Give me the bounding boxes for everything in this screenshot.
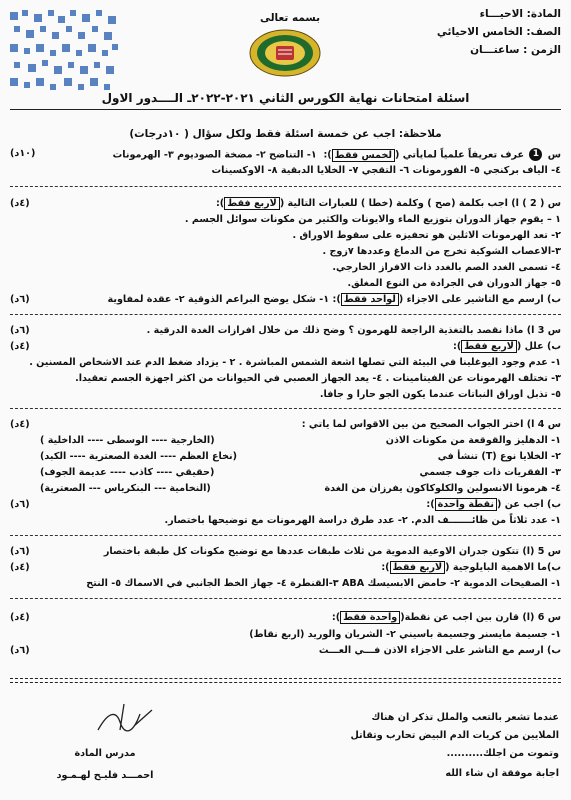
q1-number: 1 [529, 148, 542, 161]
time-line: الزمن : ساعتـــان [470, 44, 561, 56]
q3-item-1: ١- عدم وجود اليوغلينا في البيئة التي تصلها اشعة الشمس المباشرة . ٢ - يزداد ضغط الدم عند الاشخاص المسنين . [29, 357, 561, 368]
q3-divider [10, 408, 561, 409]
q5a-marks: (٦د) [10, 546, 30, 557]
q5b-marks: (٤د) [10, 562, 30, 573]
q5b-boxed: لاربع فقط [390, 561, 446, 574]
note-text: اجب عن خمسة اسئلة فقط ولكل سؤال ( ١٠درجات) [129, 128, 396, 140]
signature [90, 700, 160, 740]
q4-item-1-q: ١- الدهليز والقوقعة من مكونات الاذن [385, 435, 561, 446]
q4-item-1 [10, 435, 561, 447]
basmala: بسمه تعالى [259, 12, 321, 24]
q6b-text: ب) ارسم مع التاشر على الاجزاء الاذن فـــي العـــث [318, 645, 561, 656]
q4-item-2 [10, 451, 561, 463]
q4-item-2-opts: (نخاع العظم ---- الغدة الصعترية ---- الكبد) [40, 451, 238, 462]
q4-item-3-opts: (حقيقي ---- كاذب ---- عديمة الجوف) [40, 467, 215, 478]
q4-item-4 [10, 483, 561, 495]
q4-item-4-q: ٤- هرمونا الانسولين والكلوكاكون يفرزان من الغدة [324, 483, 561, 494]
q6b-marks: (٦د) [10, 645, 30, 656]
q3b-text: ب) علل ( [516, 341, 561, 352]
q2a-stem-text: س ( 2 ) ا) اجب بكلمة (صح ) وكلمة (خطا ) للعبارات التالية ( [279, 198, 561, 209]
note-label: ملاحظة: [398, 128, 442, 140]
qr-code-watermark [6, 6, 124, 102]
q6a-marks: (٤د) [10, 612, 30, 623]
q1-items-b: ٤- الياف بركنجي ٥- الفورمونات ٦- التقجي ٧- الخلايا الدبقية ٨- الاوكسينات [211, 165, 561, 176]
q2b-marks: (٦د) [10, 294, 30, 305]
q4b-marks: (٦د) [10, 499, 30, 510]
q3-item-3: ٥- تذبل اوراق النباتات عندما يكون الجو حارا و جافا. [319, 389, 561, 400]
q4a-line [10, 419, 561, 431]
q5b-line [10, 562, 561, 574]
q3a-text: س 3 ا) ماذا نقصد بالتغذية الراجعة للهرمون ؟ وضح ذلك من خلال افرازات الغدة الدرقية . [146, 325, 561, 336]
q2-item-5: ٥- جهاز الدوران في الجرادة من النوع المغلق. [347, 278, 561, 289]
q6a-boxed: واحدة فقط [340, 611, 400, 624]
q2b-boxed: لواحد فقط [341, 293, 399, 306]
poem-line-1: عندما تشعر بالتعب والملل تذكر ان هناك [371, 712, 559, 723]
q2a-stem-end: ): [215, 198, 225, 209]
q5a-line [10, 546, 561, 558]
subject-line: المادة: الاحيـــاء [479, 8, 561, 20]
q3-item-2: ٣- تختلف الهرمونات عن الفيتامينات . ٤- يعد الجهاز العصبي في الحيوانات من اكثر اجهزة الجسم تعقيدا. [75, 373, 561, 384]
q2-item-2: ٢- تعد الهرمونات الاثلين هو تحفيزه على سقوط الاوراق . [292, 230, 561, 241]
q1-stem-text: عرف تعريفاً علمياً لمايأتي ( [394, 149, 525, 161]
poem-line-2: الملايين من كريات الدم البيض تحارب وتقاتل [350, 730, 559, 741]
q1-marks: (١٠د) [10, 148, 36, 159]
q2b-text: ب) ارسم مع التاشير على الاجزاء ( [398, 294, 561, 305]
teacher-name: احمـــد فليـح لهـمـود [56, 770, 154, 781]
q4a-text: س 4 ا) اختر الجواب الصحيح من بين الاقواس لما ياتي : [301, 419, 561, 430]
footer-divider [10, 678, 561, 683]
q3b-end: ): [453, 341, 462, 352]
q4b-line [10, 499, 561, 511]
wish-line: اجابة موفقة ان شاء الله [445, 768, 559, 779]
q4-item-3-q: ٣- الفقريات ذات جوف جسمي [419, 467, 561, 478]
q5b-end: ): [381, 562, 390, 573]
title-divider [10, 109, 561, 110]
q4b-end: ): [426, 499, 435, 510]
exam-title: اسئلة امتحانات نهاية الكورس الثاني ٢٠٢١-٢٠٢٢ـ الــــدور الاول [101, 91, 470, 105]
q3b-line [10, 341, 561, 353]
q2-item-3: ٣-الاعصاب الشوكية تخرج من الدماغ وعددها ٧زوج . [322, 246, 561, 257]
q4-item-4-opts: (النخامية --- البنكرياس --- الصعترية) [40, 483, 211, 494]
q6a-end: ): [331, 612, 341, 623]
q4-item-2-q: ٢- الخلايا نوع (T) تنشأ في [437, 451, 561, 462]
q2-item-1: ١ – يقوم جهاز الدوران بتوزيع الماء والايونات والكثير من مكونات سوائل الجسم . [184, 214, 561, 225]
q2a-marks: (٤د) [10, 198, 30, 209]
ministry-logo [248, 28, 322, 78]
q3b-marks: (٤د) [10, 341, 30, 352]
q3a-line [10, 325, 561, 337]
q3a-marks: (٦د) [10, 325, 30, 336]
q2a-stem [10, 198, 561, 210]
q2b-line [10, 294, 561, 306]
q5-divider [10, 598, 561, 599]
q5-items: ١- الصفيحات الدموية ٢- حامض الابسيسك ABA ٣-القنطرة ٤- جهاز الخط الجانبي في الاسماك ٥- النتح [86, 578, 561, 589]
q3b-boxed: لاربع فقط [461, 340, 517, 353]
q2b-end: ): ١- شكل يوضح البراعم الذوقية ٢- عقدة لمفاوية [107, 294, 341, 305]
q4b-text: ب) اجب عن ( [497, 499, 561, 510]
q1-stem [10, 148, 561, 161]
q6a-text: س 6 (ا) قارن بين اجب عن نقطة( [400, 612, 561, 623]
q4b-items: ١- عدد ثلاثاً من ظائـــــــف الدم. ٢- عدد طرق دراسة الهرمونات مع توضيحها باختصار. [164, 515, 561, 526]
q2a-boxed: لاربع فقط [224, 197, 280, 210]
q4-divider [10, 535, 561, 536]
q1-prefix: س [547, 149, 561, 161]
q6-items: ١- جسيمة مايسنر وجسيمة باسيني ٢- الشريان والوريد (اربع نقاط) [249, 629, 561, 640]
poem-line-3: وتموت من اجلك.......... [446, 748, 559, 759]
q6b-line [10, 645, 561, 657]
q2-divider [10, 314, 561, 315]
q1-boxed: لخمس فقط [332, 149, 395, 162]
q1-items-a: ١- التناضح ٢- مضخة الصوديوم ٣- الهرمونات [112, 149, 317, 161]
teacher-title: مدرس المادة [74, 748, 136, 759]
note-line [10, 128, 561, 141]
q5b-text: ب)ما الاهمية البايلوجية ( [445, 562, 561, 573]
q4-item-1-opts: (الخارجية ---- الوسطى ---- الداخلية ) [40, 435, 215, 446]
q4a-marks: (٤د) [10, 419, 30, 430]
q5a-text: س 5 (ا) تتكون جدران الاوعية الدموية من ثلاث طبقات عددها مع توضيح مكونات كل طبقة باختصار [103, 546, 561, 557]
q1-divider [10, 186, 561, 187]
q4b-boxed: نقطة واحدة [435, 498, 497, 511]
q1-stem-end: ): [323, 149, 332, 161]
q2-item-4: ٤- تسمى الغدد الصم بالغدد ذات الافراز الخارجي. [332, 262, 561, 273]
grade-line: الصف: الخامس الاحيائي [436, 26, 561, 38]
q4-item-3 [10, 467, 561, 479]
q6a-line [10, 612, 561, 624]
